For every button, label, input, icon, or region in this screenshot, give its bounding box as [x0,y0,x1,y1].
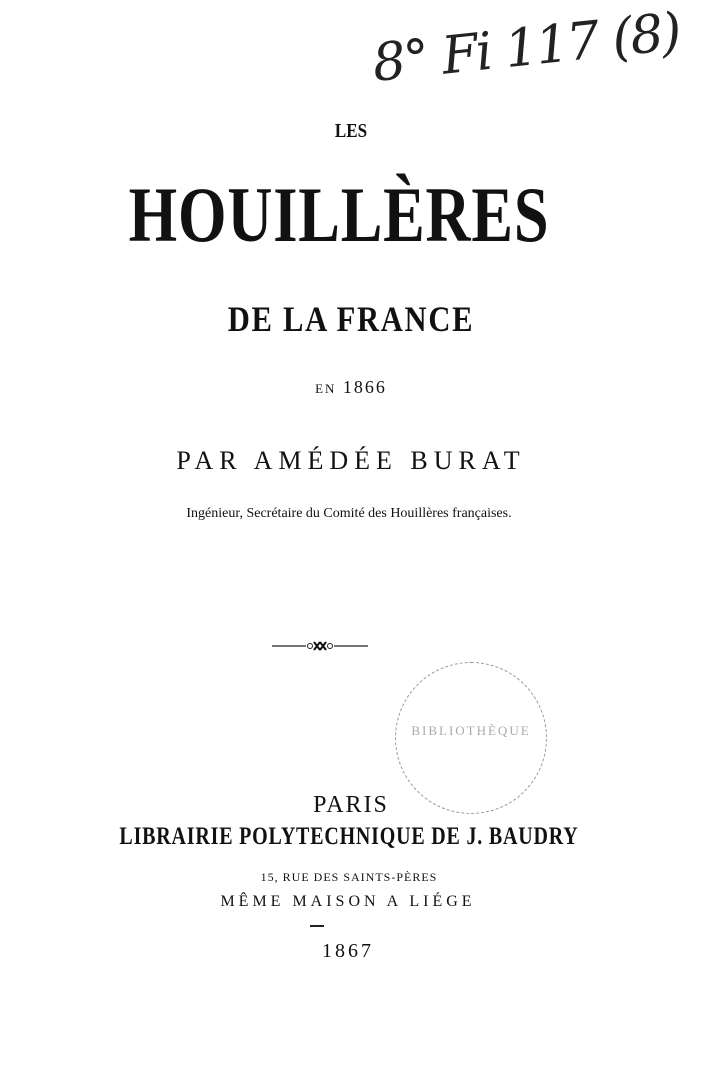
title-sub: DE LA FRANCE [227,299,475,339]
title-pre: LES [334,120,368,142]
author-role: Ingénieur, Secrétaire du Comité des Houillères françaises. [186,506,512,521]
imprint-year: 1867 [322,940,374,962]
handwritten-shelfmark: 8° Fi 117 (8) [369,2,683,94]
stamp-text: BIBLIOTHÈQUE [411,723,531,738]
page-title: HOUILLÈRES [128,171,550,258]
year-prefix: EN [315,381,337,396]
title-year: 1866 [342,377,387,397]
imprint-publisher: LIBRAIRIE POLYTECHNIQUE DE J. BAUDRY [119,823,579,850]
imprint-city: PARIS [313,792,389,818]
divider-dash [310,925,324,927]
title-year-line [0,377,702,398]
imprint-branch: MÊME MAISON A LIÉGE [220,893,476,910]
author-line: PAR AMÉDÉE BURAT [176,446,526,475]
ornament-divider [272,640,368,652]
imprint-address: 15, RUE DES SAINTS-PÈRES [260,870,438,884]
